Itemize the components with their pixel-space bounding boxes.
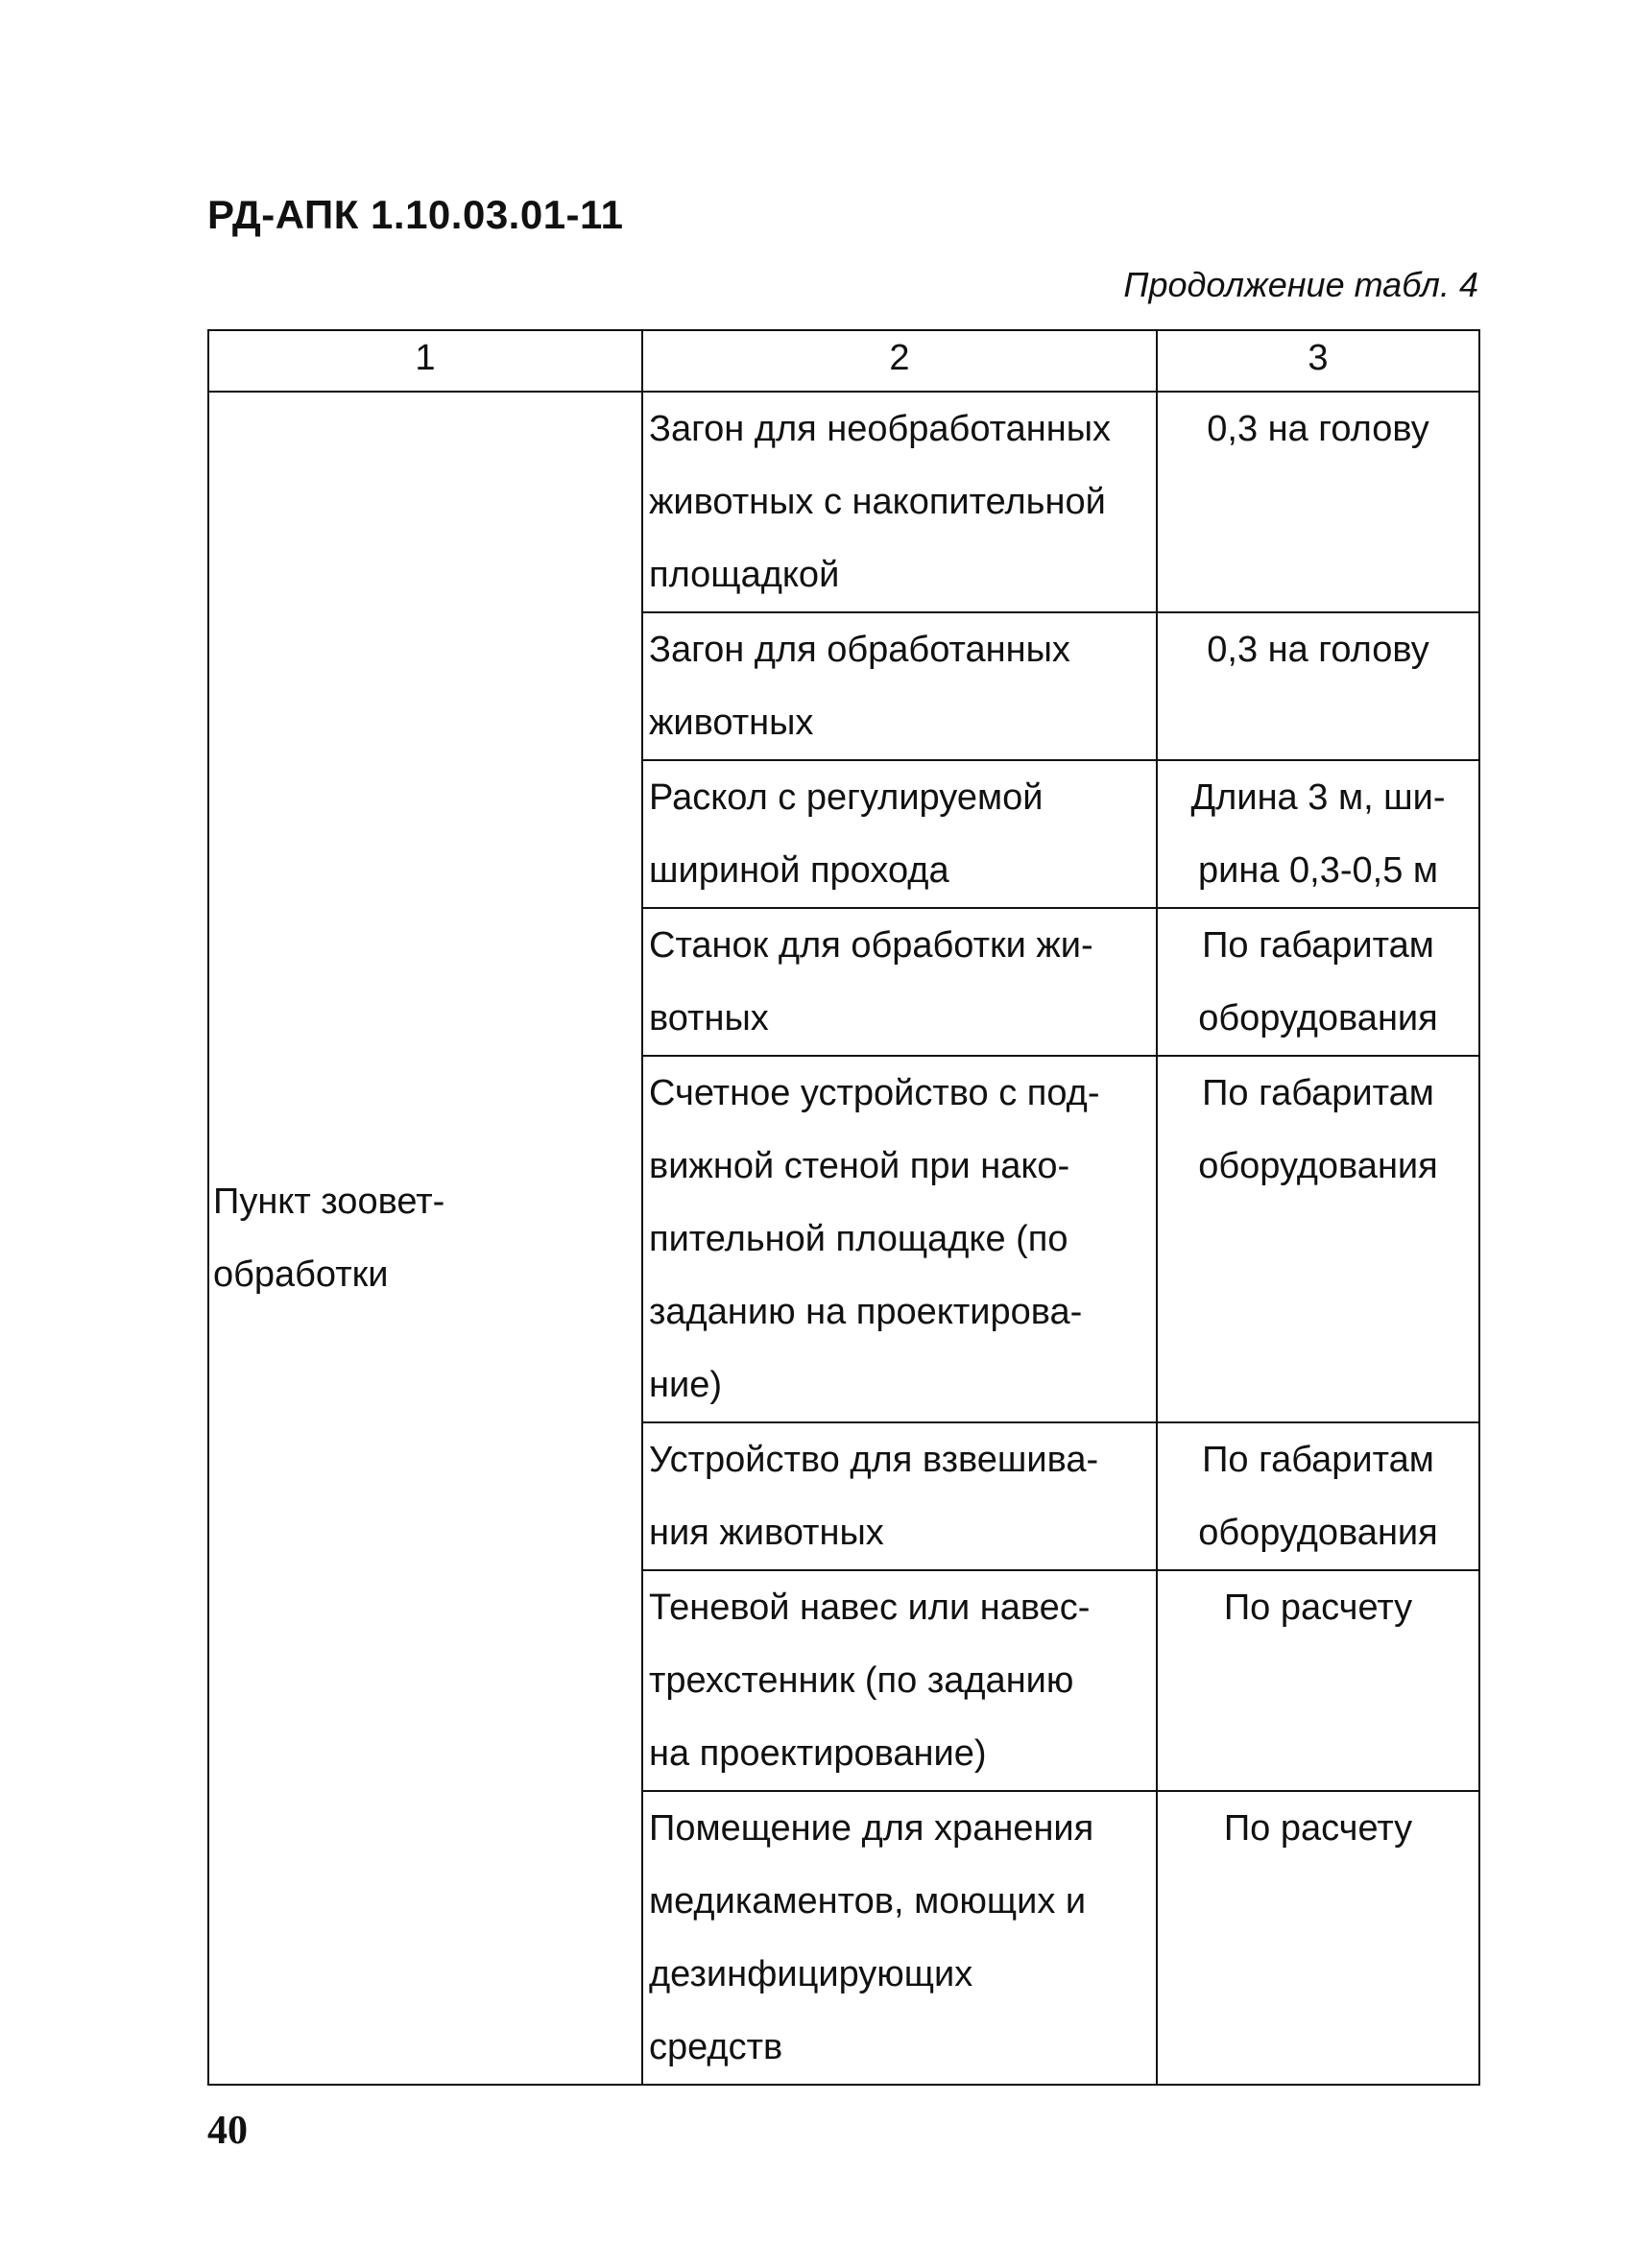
norm-cell: 0,3 на голову — [1157, 392, 1479, 612]
column-number-1: 1 — [208, 330, 642, 392]
norm-cell: Длина 3 м, ши- рина 0,3-0,5 м — [1157, 760, 1479, 908]
item-cell: Теневой навес или навес- трехстенник (по заданию на проектирование) — [642, 1570, 1157, 1791]
norm-cell: 0,3 на голову — [1157, 612, 1479, 760]
document-code: РД-АПК 1.10.03.01-11 — [207, 192, 624, 237]
column-number-3: 3 — [1157, 330, 1479, 392]
norm-cell: По габаритам оборудования — [1157, 1422, 1479, 1570]
norm-cell: По габаритам оборудования — [1157, 1056, 1479, 1422]
table-continuation-caption: Продолжение табл. 4 — [1123, 265, 1478, 304]
column-number-2: 2 — [642, 330, 1157, 392]
norm-cell: По габаритам оборудования — [1157, 908, 1479, 1056]
table-header-row — [208, 330, 1479, 392]
norm-cell: По расчету — [1157, 1570, 1479, 1791]
page-number: 40 — [207, 2109, 248, 2153]
requirements-table — [207, 329, 1480, 2086]
item-cell: Раскол с регулируемой шириной прохода — [642, 760, 1157, 908]
item-cell: Помещение для хранения медикаментов, моющих и дезинфицирующих средств — [642, 1791, 1157, 2085]
item-cell: Станок для обработки жи- вотных — [642, 908, 1157, 1056]
item-cell: Счетное устройство с под- вижной стеной при нако- пительной площадке (по заданию на проектирова- ние) — [642, 1056, 1157, 1422]
group-label-cell: Пункт зоовет- обработки — [208, 392, 642, 2085]
item-cell: Устройство для взвешива- ния животных — [642, 1422, 1157, 1570]
table-row — [208, 392, 1479, 612]
item-cell: Загон для обработанных животных — [642, 612, 1157, 760]
item-cell: Загон для необработанных животных с накопительной площадкой — [642, 392, 1157, 612]
norm-cell: По расчету — [1157, 1791, 1479, 2085]
